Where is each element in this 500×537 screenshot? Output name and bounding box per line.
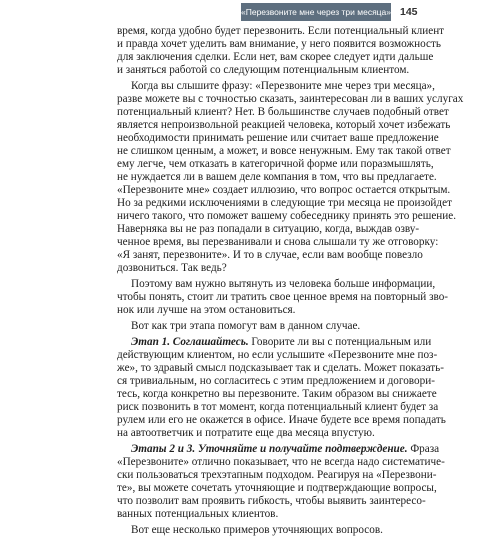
text-line: Когда вы слышите фразу: «Перезвоните мне через три месяца»,	[131, 80, 435, 92]
text-line: тесь, когда конкретно вы перезвоните. Таким образом вы снижаете	[117, 388, 437, 400]
text-line: дозвониться. Так ведь?	[117, 262, 227, 274]
text-line: потенциальный клиент? Нет. В большинстве случаев подобный ответ	[117, 106, 449, 118]
text-line: ванных потенциальных клиентов.	[117, 508, 279, 520]
running-title: «Перезвоните мне через три месяца»	[241, 7, 391, 17]
text-line: необходимости принимать решение или считает ваше предложение	[117, 132, 439, 144]
text-line: «Перезвоните мне» создает иллюзию, что вопрос остается открытым.	[117, 184, 451, 196]
text-run: Фраза	[407, 443, 440, 455]
text-line: нок или лучше на этом остановиться.	[117, 304, 296, 316]
text-line: действующим клиентом, но если услышите «Перезвоните мне поз-	[117, 349, 438, 361]
text-line: Вот как три этапа помогут вам в данном случае.	[131, 320, 361, 332]
stage-heading: Этапы 2 и 3. Уточняйте и получайте подтверждение.	[131, 443, 408, 455]
text-line: и правда хочет уделить вам внимание, у него появится возможность	[117, 38, 441, 50]
text-line: те», вы можете сочетать уточняющие и подтверждающие вопросы,	[117, 482, 437, 494]
body-text	[117, 25, 464, 536]
text-line: ему легче, чем отказать в категоричной форме или поразмышлять,	[117, 158, 434, 170]
text-line: риск позвонить в тот момент, когда потенциальный клиент будет за	[117, 401, 439, 413]
text-line: Но за редкими исключениями в следующие три месяца не произойдет	[117, 197, 452, 209]
text-line: Наверняка вы не раз попадали в ситуацию, когда, выждав озву-	[117, 223, 420, 235]
text-line: разве можете вы с точностью сказать, заинтересован ли в ваших услугах	[117, 93, 464, 105]
text-line: и заняться работой со следующим потенциальным клиентом.	[117, 64, 410, 76]
text-line: Поэтому вам нужно вытянуть из человека больше информации,	[131, 278, 436, 290]
text-line: рулем или его не окажется в офисе. Иначе будете все время попадать	[117, 414, 446, 426]
text-line: не нуждается ли в вашем деле компания в том, что вы предлагаете.	[117, 171, 437, 183]
text-run: Говорите ли вы с потенциальным или	[248, 336, 432, 348]
text-line: время, когда удобно будет перезвонить. Если потенциальный клиент	[117, 25, 445, 37]
stage-heading: Этап 1. Соглашайтесь.	[131, 336, 249, 348]
running-head	[241, 3, 391, 21]
text-line: «Перезвоните» отлично показывает, что не всегда надо систематиче-	[117, 456, 445, 468]
text-line	[117, 443, 440, 456]
text-line: чтобы понять, стоит ли тратить свое ценное время на повторный зво-	[117, 291, 449, 303]
text-line: же», то здравый смысл подсказывает так и сделать. Может показать-	[117, 362, 444, 374]
text-line: «Я занят, перезвоните». И то в случае, если вам вообще повезло	[117, 249, 423, 261]
page-number: 145	[400, 6, 418, 18]
text-line: ски пользоваться трехэтапным подходом. Реагируя на «Перезвони-	[117, 469, 437, 481]
text-line: на автоответчик и потратите еще два месяца впустую.	[117, 427, 375, 439]
text-line	[117, 336, 432, 349]
text-line: ченное время, вы перезванивали и снова слышали ту же отговорку:	[117, 236, 439, 248]
text-line: для заключения сделки. Если нет, вам скорее следует идти дальше	[117, 51, 434, 63]
text-line: ничего такого, что поможет вашему собеседнику принять это решение.	[117, 210, 457, 222]
text-line: Вот еще несколько примеров уточняющих вопросов.	[131, 524, 383, 536]
text-line: является непроизвольной реакцией человека, который хочет избежать	[117, 119, 451, 131]
text-line: ся тривиальным, но согласитесь с этим предложением и договори-	[117, 375, 435, 387]
text-line: не слишком ценным, а может, и вовсе ненужным. Ему так такой ответ	[117, 145, 451, 157]
text-line: что позволит вам проявить гибкость, чтобы выявить заинтересо-	[117, 495, 426, 507]
